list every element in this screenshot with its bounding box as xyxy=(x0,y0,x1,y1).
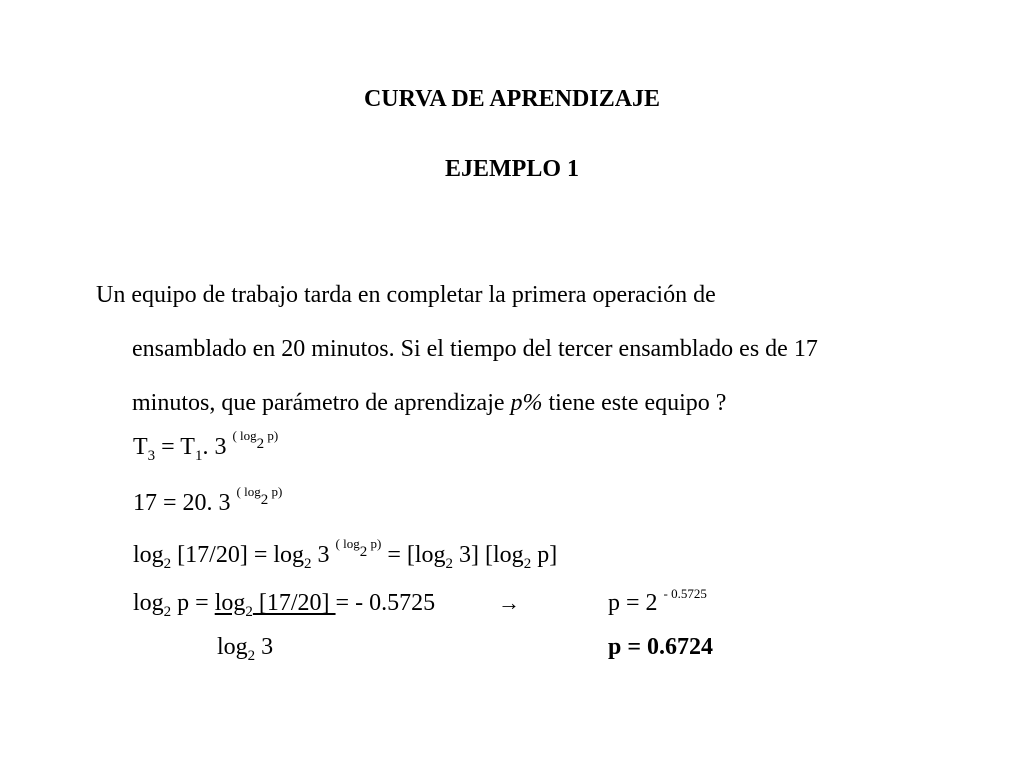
result-value: p = 0.6724 xyxy=(608,634,714,660)
problem-line-3: minutos, que parámetro de aprendizaje p% tiene este equipo ? xyxy=(132,390,727,416)
equation-4-denominator: $\log_2 3$ xyxy=(217,634,274,664)
slide-title: CURVA DE APRENDIZAJE xyxy=(363,86,661,112)
right-arrow-icon: → xyxy=(498,590,520,615)
problem-line-2: ensamblado en 20 minutos. Si el tiempo del tercer ensamblado es de 17 xyxy=(132,336,818,362)
learning-parameter-var: p% xyxy=(510,390,543,416)
result-expression: p = 2 $^{- 0.5725}$ xyxy=(608,586,707,616)
equation-3: $\log_2 [17/20] = \log_2 3$ $^{( log_2 p)} = [\log_2$ 3] [$\log_2$ p] xyxy=(133,536,558,572)
fraction-numerator: $\log_2 [17/20]$ xyxy=(214,590,336,620)
equation-1: $T_3 = T_1$. 3 $^{( log_2 p)}$ xyxy=(133,428,279,464)
slide-subtitle: EJEMPLO 1 xyxy=(444,156,579,182)
problem-line-1: Un equipo de trabajo tarda en completar la primera operación de xyxy=(96,282,716,308)
problem-statement xyxy=(96,268,976,430)
equation-4-numerator: $\log_2 p = \log_2 [17/20]$ = - 0.5725 xyxy=(133,590,436,620)
equation-2: 17 = 20. 3 $^{( log_2 p)}$ xyxy=(133,484,283,516)
